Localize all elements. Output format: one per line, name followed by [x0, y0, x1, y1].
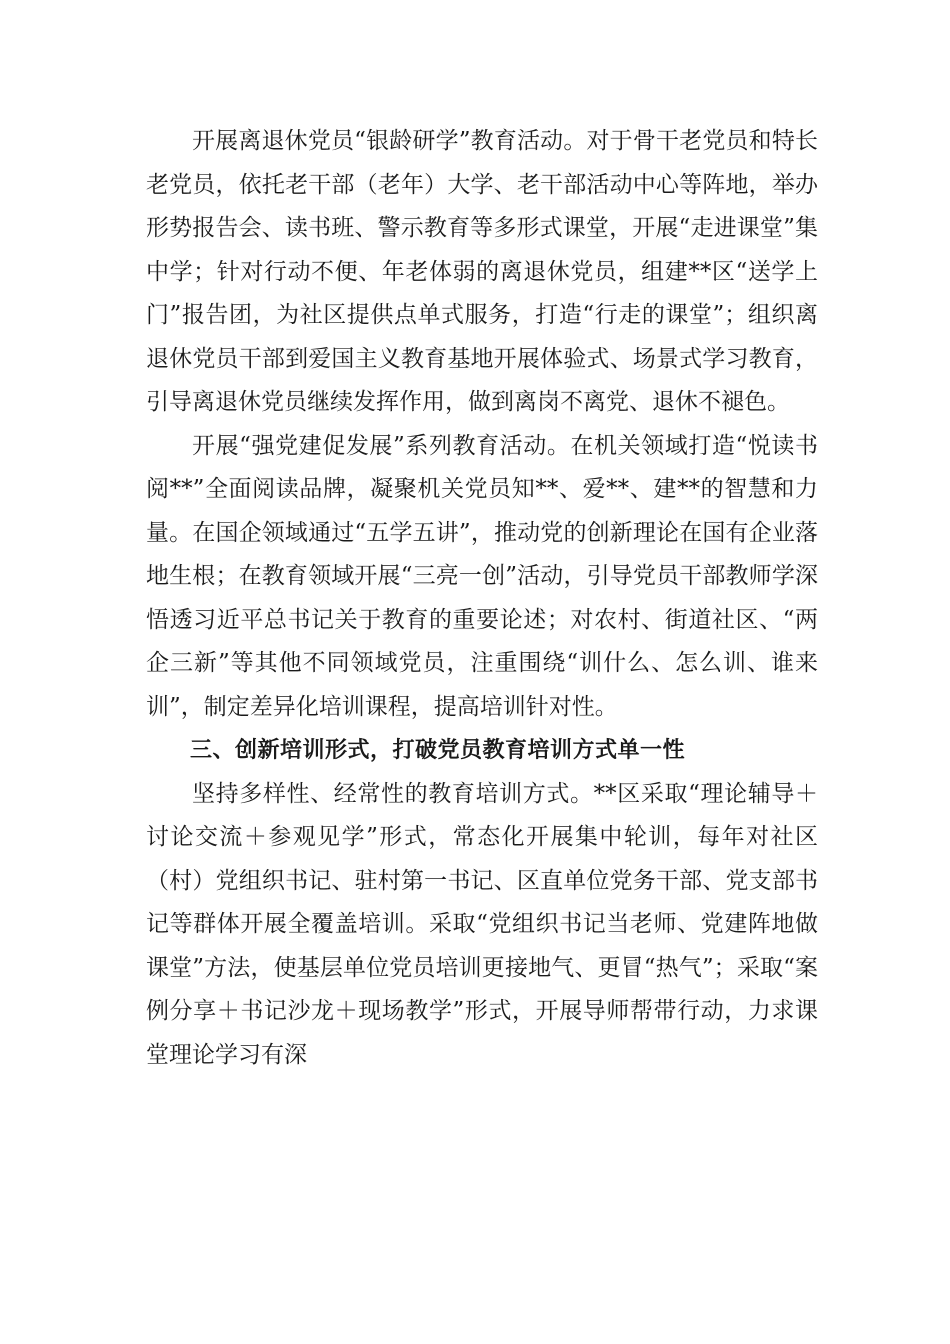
paragraph-training-methods: 坚持多样性、经常性的教育培训方式。**区采取“理论辅导＋讨论交流＋参观见学”形式，常态化开展集中轮训，每年对社区（村）党组织书记、驻村第一书记、区直单位党务干部、党支部书记等群体开展全覆盖培训。采取“党组织书记当老师、党建阵地做课堂”方法，使基层单位党员培训更接地气、更冒“热气”；采取“案例分享＋书记沙龙＋现场教学”形式，开展导师帮带行动，力求课堂理论学习有深 — [146, 780, 818, 1068]
paragraph-party-building-activities: 开展“强党建促发展”系列教育活动。在机关领域打造“悦读书 阅**”全面阅读品牌，凝聚机关党员知**、爱**、建**的智慧和力量。在国企领域通过“五学五讲”，推动党的创新理论在国有企业落地生根；在教育领域开展“三亮一创”活动，引导党员干部教师学深悟透习近平总书记关于教育的重要论述；对农村、街道社区、“两企三新”等其他不同领域党员，注重围绕“训什么、怎么训、谁来训”，制定差异化培训课程，提高培训针对性。 — [146, 432, 818, 720]
section-heading-three: 三、创新培训形式，打破党员教育培训方式单一性 — [190, 738, 686, 763]
document-body — [146, 120, 818, 1077]
paragraph-silver-age-study: 开展离退休党员“银龄研学”教育活动。对于骨干老党员和特长老党员，依托老干部（老年）大学、老干部活动中心等阵地，举办形势报告会、读书班、警示教育等多形式课堂，开展“走进课堂”集中学；针对行动不便、年老体弱的离退休党员，组建**区“送学上门”报告团，为社区提供点单式服务，打造“行走的课堂”；组织离退休党员干部到爱国主义教育基地开展体验式、场景式学习教育，引导离退休党员继续发挥作用，做到离岗不离党、退休不褪色。 — [146, 128, 818, 415]
